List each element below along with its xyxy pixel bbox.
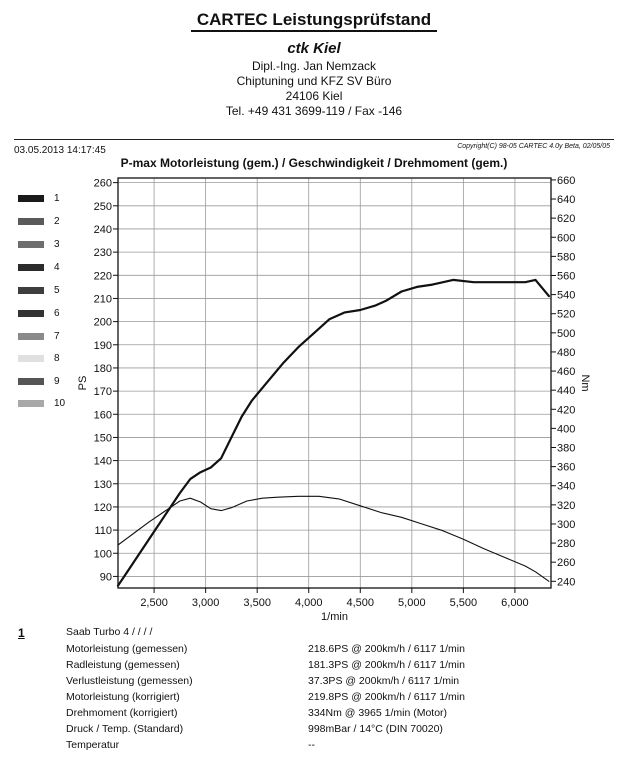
y2-tick-label: 340 [557,480,576,493]
y2-tick-label: 300 [557,518,576,531]
chart-title: P-max Motorleistung (gem.) / Geschwindigkeit / Drehmoment (gem.) [120,156,508,170]
result-vehicle: Saab Turbo 4 / / / / [66,626,153,638]
y2-tick-label: 440 [557,385,576,398]
legend-label: 5 [54,285,60,296]
legend-label: 1 [54,193,60,204]
y2-tick-label: 620 [557,213,576,226]
result-row [66,643,606,658]
y-tick-label: 150 [93,432,112,445]
y-tick-label: 130 [93,478,112,491]
legend-label: 2 [54,216,60,227]
y-tick-label: 160 [93,409,112,422]
y-tick-label: 200 [93,316,112,329]
address-line-3: 24106 Kiel [285,89,343,103]
legend-label: 9 [54,376,60,387]
y-tick-label: 220 [93,270,112,283]
x-tick-label: 6,000 [501,597,529,609]
result-value: 37.3PS @ 200km/h / 6117 1/min [308,675,460,687]
address-line-4: Tel. +49 431 3699-119 / Fax -146 [225,104,403,118]
y2-tick-label: 320 [557,499,576,512]
result-value: 219.8PS @ 200km/h / 6117 1/min [308,691,465,703]
y-tick-label: 250 [93,200,112,213]
y-tick-label: 170 [93,386,112,399]
y2-tick-label: 260 [557,557,576,570]
result-label: Motorleistung (gemessen) [66,643,188,655]
y2-tick-label: 380 [557,442,576,455]
legend-label: 3 [54,239,60,250]
y2-tick-label: 460 [557,366,576,379]
y-tick-label: 260 [93,177,112,190]
y-tick-label: 120 [93,501,112,514]
y2-tick-label: 280 [557,538,576,551]
x-tick-label: 4,000 [294,597,323,609]
result-label: Druck / Temp. (Standard) [66,723,184,735]
x-tick-label: 2,500 [140,597,168,609]
torque-curve [118,496,549,581]
report-title-text: CARTEC Leistungsprüfstand [191,10,437,32]
y-tick-label: 180 [93,362,112,375]
x-tick-label: 4,500 [346,597,375,609]
y-tick-label: 230 [93,247,112,260]
result-value: -- [308,739,315,751]
legend-label: 6 [54,308,60,319]
y-tick-label: 190 [93,339,112,352]
address-line-1: Dipl.-Ing. Jan Nemzack [251,59,377,73]
y2-tick-label: 400 [557,423,576,436]
y-tick-label: 140 [93,455,112,468]
legend-label: 4 [54,262,60,273]
company-name: ctk Kiel [287,40,341,57]
result-row [66,659,606,674]
result-value: 181.3PS @ 200km/h / 6117 1/min [308,659,465,671]
result-run-number: 1 [18,626,25,640]
result-value: 998mBar / 14°C (DIN 70020) [308,723,443,735]
y2-tick-label: 600 [557,232,576,245]
software-copyright: Copyright(C) 98-05 CARTEC 4.0y Beta, 02/05/05 [457,143,610,150]
y2-tick-label: 360 [557,461,576,474]
plot-frame [118,178,551,588]
legend-label: 8 [54,353,60,364]
y-tick-label: 210 [93,293,112,306]
result-label: Motorleistung (korrigiert) [66,691,180,703]
result-value: 334Nm @ 3965 1/min (Motor) [308,707,448,719]
x-tick-label: 3,000 [191,597,220,609]
y-tick-label: 110 [94,525,112,538]
measurement-datetime: 03.05.2013 14:17:45 [14,145,106,156]
result-row [66,675,606,690]
result-label: Verlustleistung (gemessen) [66,675,193,687]
result-row [66,707,606,722]
y2-tick-label: 240 [557,576,576,589]
x-axis-label: 1/min [321,611,348,623]
legend-label: 7 [54,331,60,342]
x-tick-label: 5,000 [398,597,426,609]
result-value: 218.6PS @ 200km/h / 6117 1/min [308,643,465,655]
result-row [66,739,606,754]
y2-tick-label: 540 [557,289,576,302]
y2-tick-label: 520 [557,308,576,321]
legend-label: 10 [54,398,66,409]
x-tick-label: 5,500 [449,597,478,609]
result-row [66,691,606,706]
y2-tick-label: 640 [557,194,576,207]
result-row [66,723,606,738]
address-line-2: Chiptuning und KFZ SV Büro [236,74,392,88]
result-label: Drehmoment (korrigiert) [66,707,178,719]
y2-tick-label: 580 [557,251,576,264]
y-tick-label: 100 [93,548,112,561]
y2-tick-label: 660 [557,174,576,187]
y-axis-label: PS [77,375,89,391]
y2-tick-label: 420 [557,404,576,417]
y-tick-label: 240 [93,223,112,236]
power-curve [118,280,549,586]
y2-tick-label: 500 [557,327,576,340]
result-label: Radleistung (gemessen) [66,659,180,671]
y2-tick-label: 480 [557,346,576,359]
result-label: Temperatur [66,739,120,751]
y2-tick-label: 560 [557,270,576,283]
x-tick-label: 3,500 [243,597,271,609]
y2-axis-label: Nm [579,374,591,392]
y-tick-label: 90 [99,571,112,584]
